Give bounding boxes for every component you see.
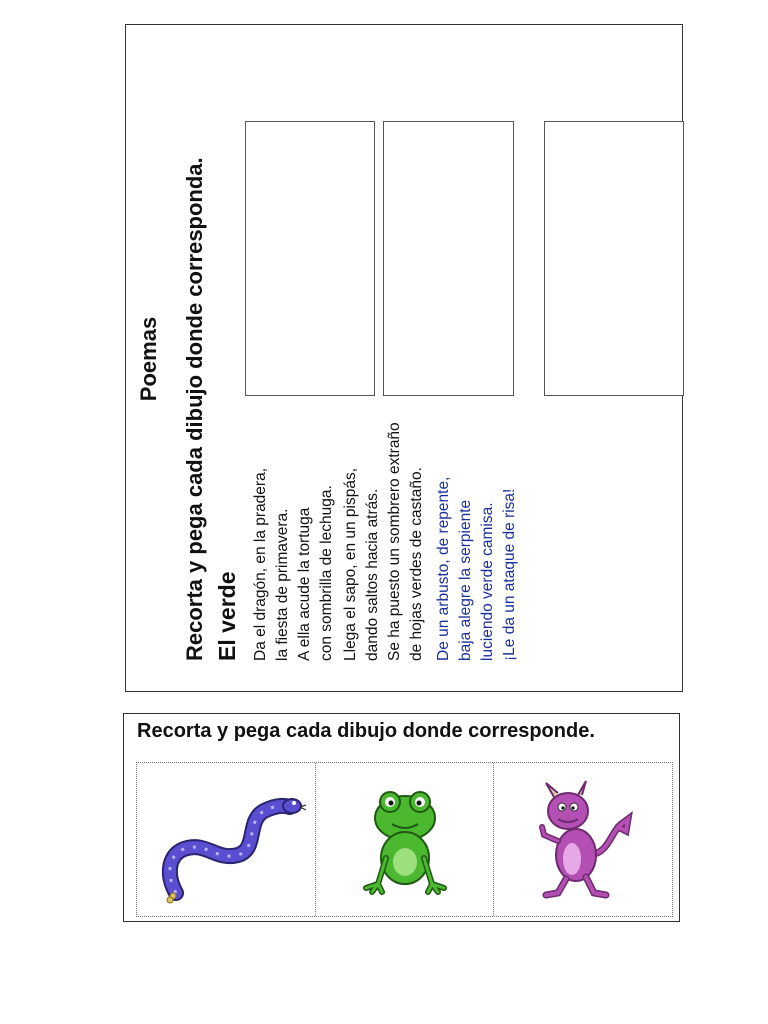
- poem-stanza: [340, 422, 428, 661]
- cutout-cell-dragon[interactable]: [494, 763, 672, 916]
- poem-line: A ella acude la tortuga: [296, 507, 313, 661]
- poem-title: El verde: [214, 571, 240, 661]
- poem-line: la fiesta de primavera.: [274, 508, 291, 661]
- poem-line: Llega el sapo, en un pispás,: [342, 467, 359, 661]
- poem-stanza: [433, 477, 521, 661]
- cutout-cell-frog[interactable]: [316, 763, 495, 916]
- worksheet: [125, 24, 683, 692]
- poem-line: De un arbusto, de repente,: [435, 476, 452, 661]
- worksheet-title: Poemas: [136, 316, 161, 402]
- paste-box[interactable]: [544, 121, 684, 396]
- poem-line: Da el dragón, en la pradera,: [252, 467, 269, 661]
- poem-line: con sombrilla de lechuga.: [318, 485, 335, 661]
- snake-icon: [146, 775, 306, 905]
- poem-line: ¡Le da un ataque de risa!: [501, 488, 518, 661]
- poem-line: luciendo verde camisa.: [479, 502, 496, 661]
- poem-line: dando saltos hacia atrás.: [364, 488, 381, 661]
- dragon-icon: [528, 775, 638, 905]
- cutout-cells: [136, 762, 673, 917]
- poem-stanza: [250, 468, 338, 661]
- cutout-cell-snake[interactable]: [137, 763, 316, 916]
- cutout-panel: [123, 713, 680, 922]
- frog-icon: [360, 780, 450, 900]
- cutout-instruction: Recorta y pega cada dibujo donde corresponde.: [137, 720, 595, 742]
- poem-line: de hojas verdes de castaño.: [408, 467, 425, 661]
- poem-line: Se ha puesto un sombrero extraño: [386, 422, 403, 661]
- poem-line: baja alegre la serpiente: [457, 499, 474, 661]
- paste-box[interactable]: [245, 121, 375, 396]
- worksheet-rotated-content: [126, 25, 684, 693]
- worksheet-instruction: Recorta y pega cada dibujo donde corresponda.: [182, 157, 207, 661]
- paste-box[interactable]: [383, 121, 514, 396]
